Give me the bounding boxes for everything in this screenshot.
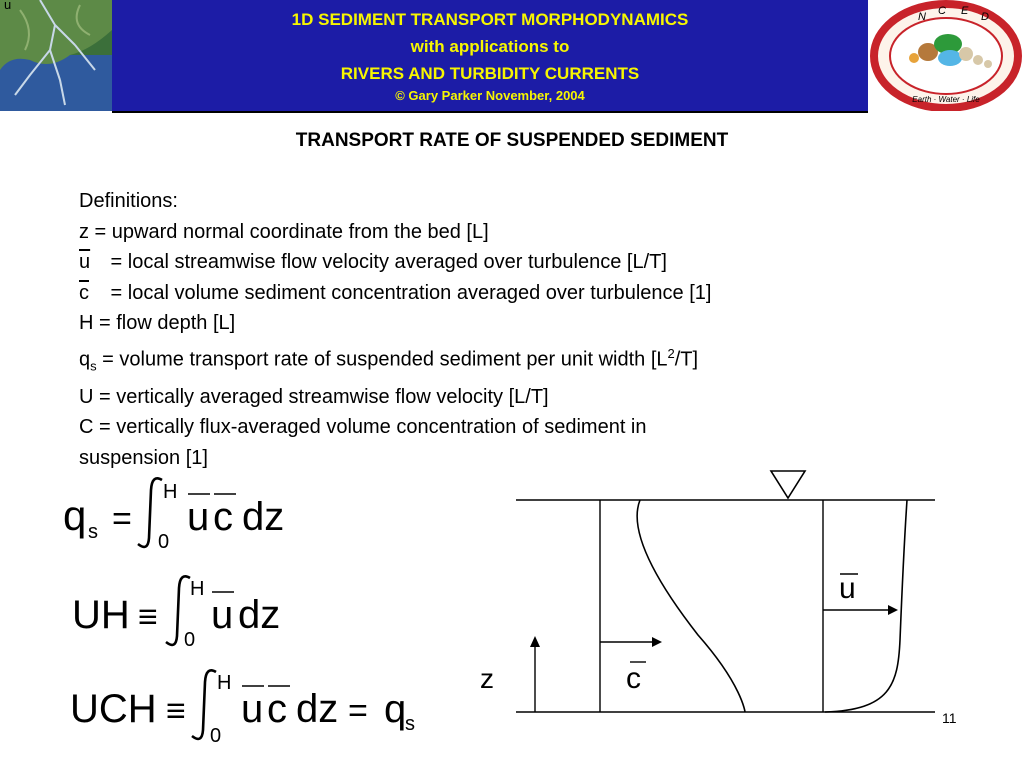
nced-logo-graphic xyxy=(868,0,1024,111)
svg-text:dz: dz xyxy=(238,593,281,637)
svg-text:q: q xyxy=(63,492,87,539)
header-copyright: © Gary Parker November, 2004 xyxy=(395,88,585,103)
svg-text:0: 0 xyxy=(210,725,222,747)
svg-text:H: H xyxy=(163,481,178,503)
svg-text:≡: ≡ xyxy=(166,692,186,730)
equation-uch-integral xyxy=(70,670,415,747)
svg-text:H: H xyxy=(190,578,205,600)
header-line-1: 1D SEDIMENT TRANSPORT MORPHODYNAMICS xyxy=(291,10,689,29)
z-axis-label: z xyxy=(480,663,494,694)
page-number: 11 xyxy=(942,710,957,726)
svg-text:u: u xyxy=(211,593,234,637)
c-bar-label: c xyxy=(626,662,641,695)
svg-text:=: = xyxy=(348,692,368,730)
svg-text:u: u xyxy=(241,687,264,731)
svg-text:c: c xyxy=(267,687,287,731)
svg-text:dz: dz xyxy=(296,687,339,731)
definition-c-avg-1: C = vertically flux-averaged volume concentration of sediment in xyxy=(79,416,647,439)
svg-text:dz: dz xyxy=(242,495,285,539)
slide-title: TRANSPORT RATE OF SUSPENDED SEDIMENT xyxy=(295,130,729,151)
water-surface-marker xyxy=(771,471,805,498)
c-profile-curve xyxy=(637,500,745,712)
u-bar-label: u xyxy=(839,572,856,605)
logo-letter-n: N xyxy=(918,11,926,23)
header-line-3: RIVERS AND TURBIDITY CURRENTS xyxy=(340,64,640,83)
header-line-2: with applications to xyxy=(410,37,570,56)
nced-logo xyxy=(868,0,1024,111)
u-bar-symbol: $\overline{u}$ xyxy=(79,251,91,273)
svg-text:H: H xyxy=(217,672,232,694)
svg-text:q: q xyxy=(384,687,407,731)
u-profile-curve xyxy=(825,500,907,712)
svg-text:UCH: UCH xyxy=(70,687,157,731)
definition-u: $\overline{u}$ = local streamwise flow velocity averaged over turbulence [L/T] xyxy=(79,247,711,278)
definition-c: $\overline{c}$ = local volume sediment concentration averaged over turbulence [1] xyxy=(79,278,711,309)
svg-text:=: = xyxy=(112,500,132,538)
svg-text:0: 0 xyxy=(184,629,196,651)
definitions-list xyxy=(79,186,711,473)
c-bar-symbol: $\overline{c}$ xyxy=(79,281,89,304)
definition-z: z = upward normal coordinate from the bed [L] xyxy=(79,220,489,243)
logo-ring-text: Earth · Water · Life xyxy=(912,95,980,104)
svg-text:c: c xyxy=(213,495,233,539)
definitions-heading: Definitions: xyxy=(79,190,178,212)
corner-mark: u xyxy=(4,0,12,12)
definition-qs: $q_s$ = volume transport rate of suspended sediment per unit width $[L^2/T]$ xyxy=(79,345,699,374)
logo-letter-e: E xyxy=(961,5,969,17)
header xyxy=(0,0,1024,111)
svg-text:u: u xyxy=(187,495,210,539)
equation-qs-integral xyxy=(63,478,284,553)
equations xyxy=(0,460,480,760)
header-band xyxy=(112,0,868,113)
logo-letter-d: D xyxy=(981,11,989,23)
definition-u-avg: U = vertically averaged streamwise flow velocity [L/T] xyxy=(79,385,549,408)
svg-text:0: 0 xyxy=(158,531,170,553)
equation-uh-integral xyxy=(72,576,280,651)
delta-satellite-image xyxy=(0,0,112,111)
svg-text:s: s xyxy=(88,521,98,543)
definition-c-avg-2: suspension [1] xyxy=(79,446,208,469)
svg-text:s: s xyxy=(405,713,415,735)
logo-letter-c: C xyxy=(938,5,946,17)
svg-text:UH: UH xyxy=(72,593,130,637)
definition-h: H = flow depth [L] xyxy=(79,312,236,334)
svg-text:≡: ≡ xyxy=(138,598,158,636)
